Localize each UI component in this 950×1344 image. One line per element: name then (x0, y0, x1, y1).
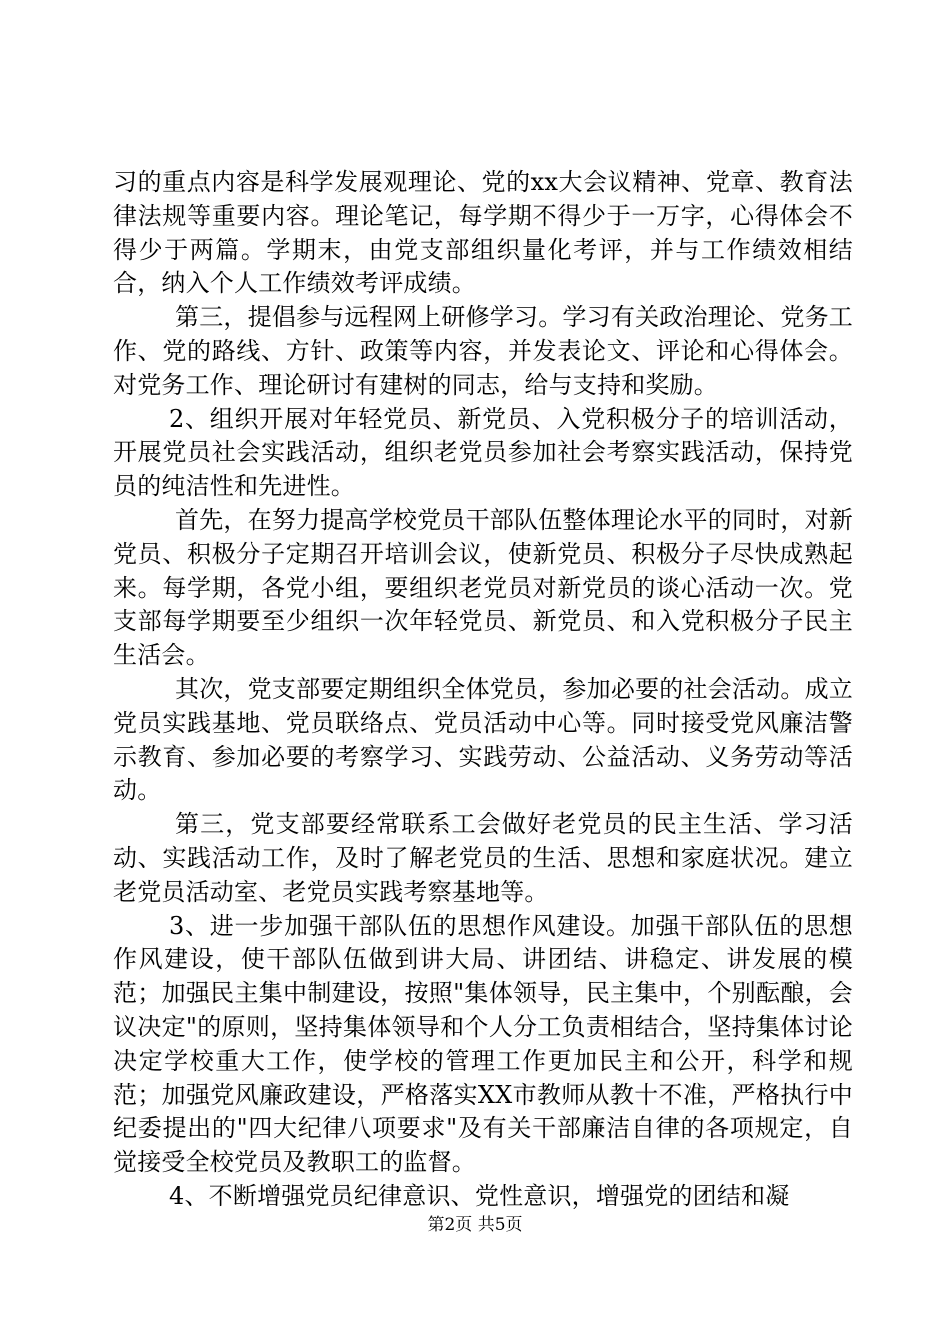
page-number: 第2页 共5页 (427, 1215, 523, 1235)
page-footer (0, 1214, 950, 1236)
paragraph-continuation: 习的重点内容是科学发展观理论、党的xx大会议精神、党章、教育法律法规等重要内容。理论笔记，每学期不得少于一万字，心得体会不得少于两篇。学期末，由党支部组织量化考评，并与工作绩效相结合，纳入个人工作绩效考评成绩。 (113, 168, 853, 298)
paragraph-second-social-activity: 其次，党支部要定期组织全体党员，参加必要的社会活动。成立党员实践基地、党员联络点、党员活动中心等。同时接受党风廉洁警示教育、参加必要的考察学习、实践劳动、公益活动、义务劳动等活动。 (113, 674, 853, 805)
paragraph-first-training: 首先，在努力提高学校党员干部队伍整体理论水平的同时，对新党员、积极分子定期召开培训会议，使新党员、积极分子尽快成熟起来。每学期，各党小组，要组织老党员对新党员的谈心活动一次。党支部每学期要至少组织一次年轻党员、新党员、和入党积极分子民主生活会。 (113, 505, 853, 670)
paragraph-item-4: 4、不断增强党员纪律意识、党性意识，增强党的团结和凝 (169, 1181, 790, 1210)
paragraph-item-3: 3、进一步加强干部队伍的思想作风建设。加强干部队伍的思想作风建设，使干部队伍做到讲大局、讲团结、讲稳定、讲发展的模范；加强民主集中制建设，按照"集体领导，民主集中，个别酝酿，会议决定"的原则，坚持集体领导和个人分工负责相结合，坚持集体讨论决定学校重大工作，使学校的管理工作更加民主和公开，科学和规范；加强党风廉政建设，严格落实XX市教师从教十不准，严格执行中纪委提出的"四大纪律八项要求"及有关干部廉洁自律的各项规定，自觉接受全校党员及教职工的监督。 (113, 911, 853, 1177)
paragraph-item-2: 2、组织开展对年轻党员、新党员、入党积极分子的培训活动，开展党员社会实践活动，组织老党员参加社会考察实践活动，保持党员的纯洁性和先进性。 (113, 404, 853, 501)
paragraph-third-online-study: 第三，提倡参与远程网上研修学习。学习有关政治理论、党务工作、党的路线、方针、政策等内容，并发表论文、评论和心得体会。对党务工作、理论研讨有建树的同志，给与支持和奖励。 (113, 303, 853, 399)
document-body (113, 166, 853, 1214)
paragraph-third-old-members: 第三，党支部要经常联系工会做好老党员的民主生活、学习活动、实践活动工作，及时了解老党员的生活、思想和家庭状况。建立老党员活动室、老党员实践考察基地等。 (113, 810, 853, 906)
